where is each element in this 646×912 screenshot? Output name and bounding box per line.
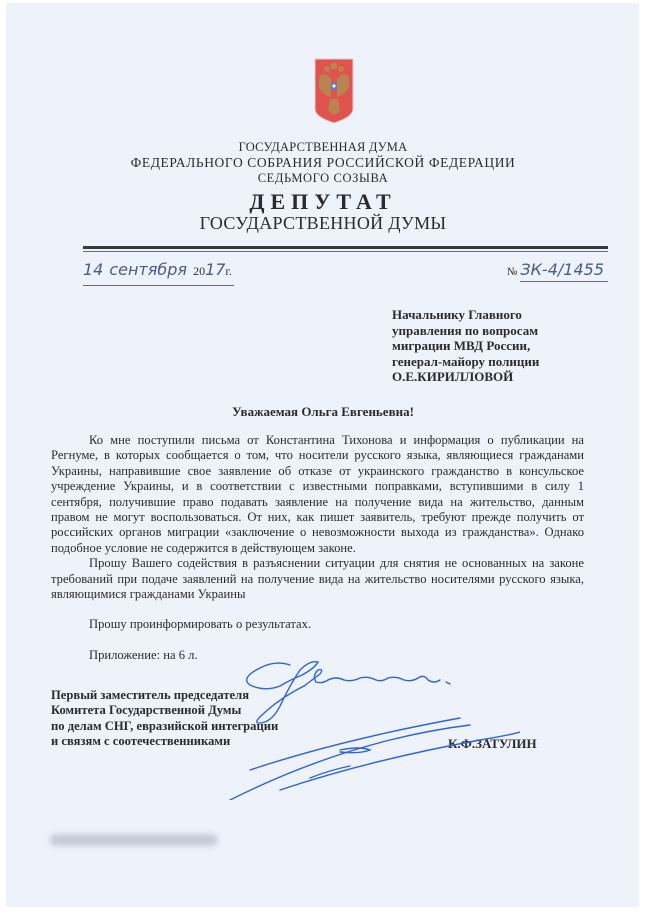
date-year-mark: г. (225, 264, 232, 278)
document-number (507, 259, 608, 285)
signer-title-line: Первый заместитель председателя (51, 688, 250, 702)
date-month-handwritten: сентября (109, 260, 188, 279)
signer-name: К.Ф.ЗАТУЛИН (448, 736, 537, 751)
addressee-line: управления по вопросам (392, 322, 539, 338)
request-line: Прошу проинформировать о результатах. (89, 617, 312, 631)
number-handwritten: ЗК-4/1455 (520, 259, 608, 282)
number-sign: № (506, 266, 518, 278)
header-divider-thin (83, 251, 608, 252)
addressee-line: миграции МВД России, (392, 338, 531, 353)
signer-title-line: Комитета Государственной Думы (51, 703, 242, 718)
date-day-handwritten: 14 (83, 260, 104, 279)
body-paragraph: Ко мне поступили письма от Константина Тихонова и информация о публикации на Регнуме, в которых сообщается о том, что носители русского языка, являющиеся гражданами Украины, направившие свое заявление об отказе от украинского гражданство в консульское учреждение Украины, и в соответствии с известными поправками, вступившими в силу 1 сентября, получившие право подавать заявление на получение вида на жительство, данным правом не могут воспользоваться. От них, как пишет заявитель, требуют прежде получить от российских органов миграции «заключение о невозможности выхода из гражданства». Однако подобное условие не содержится в действующем законе. (51, 433, 584, 555)
addressee-line: Начальнику Главного (392, 307, 522, 322)
header-divider-thick (83, 246, 608, 249)
body-paragraph: Прошу Вашего содействия в разъяснении ситуации для снятия не основанных на законе требований при подаче заявлений на получение вида на жительство носителями русского языка, являющимися гражданами Украины (51, 556, 584, 602)
date-year-handwritten: 17 (205, 260, 226, 279)
addressee-line: генерал-майору полиции (392, 353, 540, 369)
letterhead-line-3: СЕДЬМОГО СОЗЫВА (257, 171, 389, 185)
letterhead-line-2: ФЕДЕРАЛЬНОГО СОБРАНИЯ РОССИЙСКОЙ ФЕДЕРАЦИИ (130, 155, 516, 170)
signature-icon (220, 640, 520, 800)
coat-of-arms-icon (313, 57, 355, 125)
signer-title-line: и связям с соотечественниками (51, 733, 231, 748)
addressee-block (392, 307, 539, 385)
signer-title-line: по делам СНГ, евразийской интеграции (51, 718, 279, 733)
attachment-line: Приложение: на 6 л. (89, 648, 198, 662)
document-date (83, 259, 234, 286)
date-year-prefix: 20 (193, 264, 206, 278)
letterhead-subtitle: ГОСУДАРСТВЕННОЙ ДУМЫ (199, 213, 447, 233)
addressee-name: О.Е.КИРИЛЛОВОЙ (392, 369, 514, 384)
letterhead-title: ДЕПУТАТ (249, 189, 397, 214)
letterhead-line-1: ГОСУДАРСТВЕННАЯ ДУМА (238, 140, 408, 154)
greeting: Уважаемая Ольга Евгеньевна! (232, 404, 414, 419)
letter-body (51, 433, 584, 602)
redacted-footer-text (50, 834, 218, 846)
